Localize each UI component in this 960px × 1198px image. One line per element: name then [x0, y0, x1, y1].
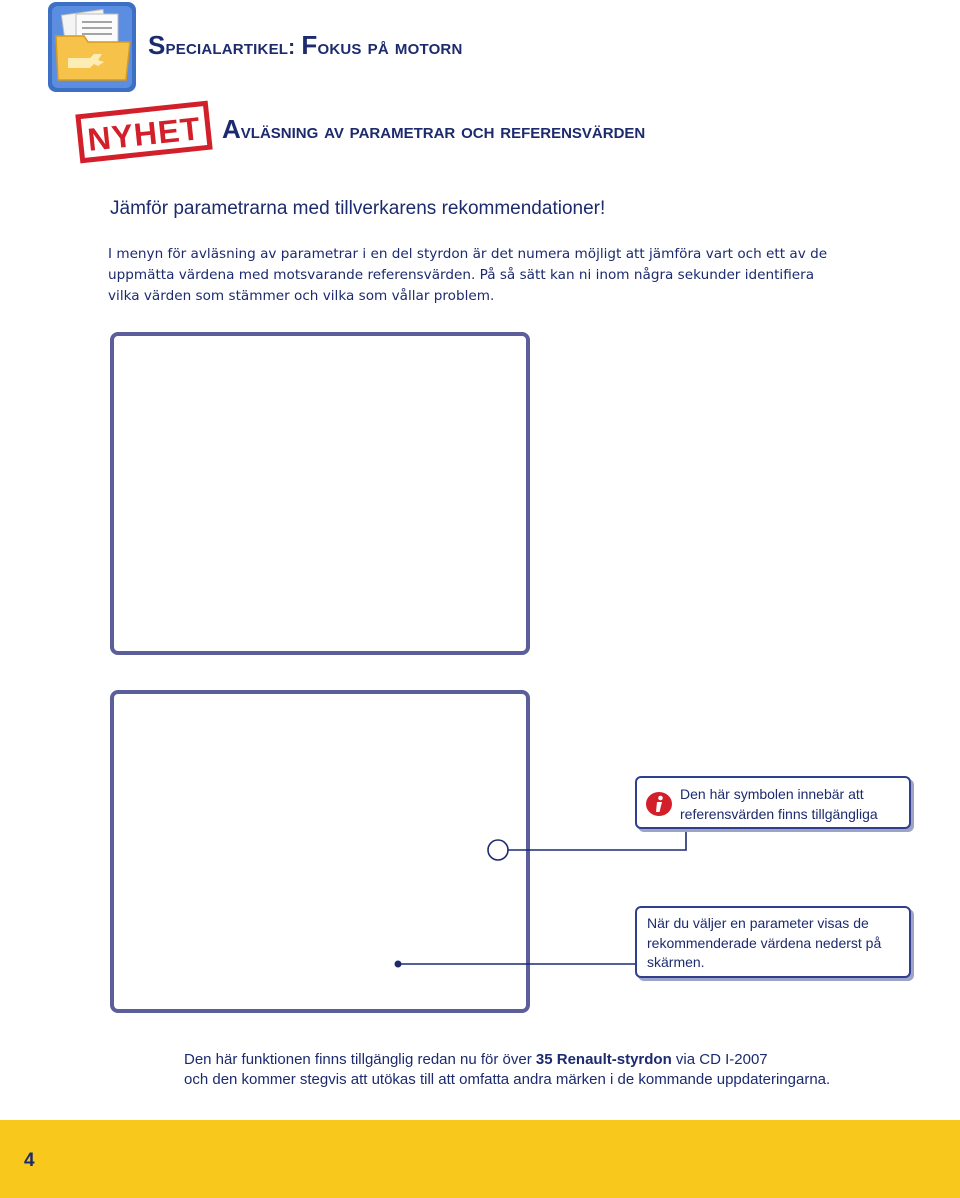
bottom-band [0, 1120, 960, 1198]
info-icon [645, 790, 673, 818]
callout-1-text: Den här symbolen innebär att referensvärden finns tillgängliga [680, 786, 878, 822]
screenshot-frame-1 [110, 332, 530, 655]
nyhet-stamp-text: NYHET [85, 110, 203, 158]
screenshot-frame-2 [110, 690, 530, 1013]
page-title: Specialartikel: Fokus på motorn [148, 30, 463, 60]
page-number: 4 [24, 1150, 35, 1171]
footer-note: Den här funktionen finns tillgänglig redan nu för över 35 Renault-styrdon via CD I-2007 och den kommer stegvis att utökas till att omfatta andra märken i de kommande uppdateringarna. [184, 1051, 831, 1088]
subheading: Jämför parametrarna med tillverkarens rekommendationer! [110, 198, 606, 219]
nyhet-stamp [74, 100, 214, 164]
intro-paragraph: I menyn för avläsning av parametrar i en del styrdon är det numera möjligt att jämföra vart och ett av de uppmätta värdena med motsvarande referensvärden. På så sätt kan ni inom några sekunder identifiera vilka värden som stämmer och vilka som vållar problem. [108, 246, 828, 304]
callout-reference-symbol [635, 776, 911, 829]
callout-recommended-values [635, 906, 911, 978]
callout-2-text: När du väljer en parameter visas de rekommenderade värdena nederst på skärmen. [647, 915, 882, 970]
footer-note-bold: 35 Renault-styrdon [535, 1051, 672, 1068]
section-heading: Avläsning av parametrar och referensvärden [222, 114, 646, 144]
wrench-folder-icon [46, 0, 138, 94]
